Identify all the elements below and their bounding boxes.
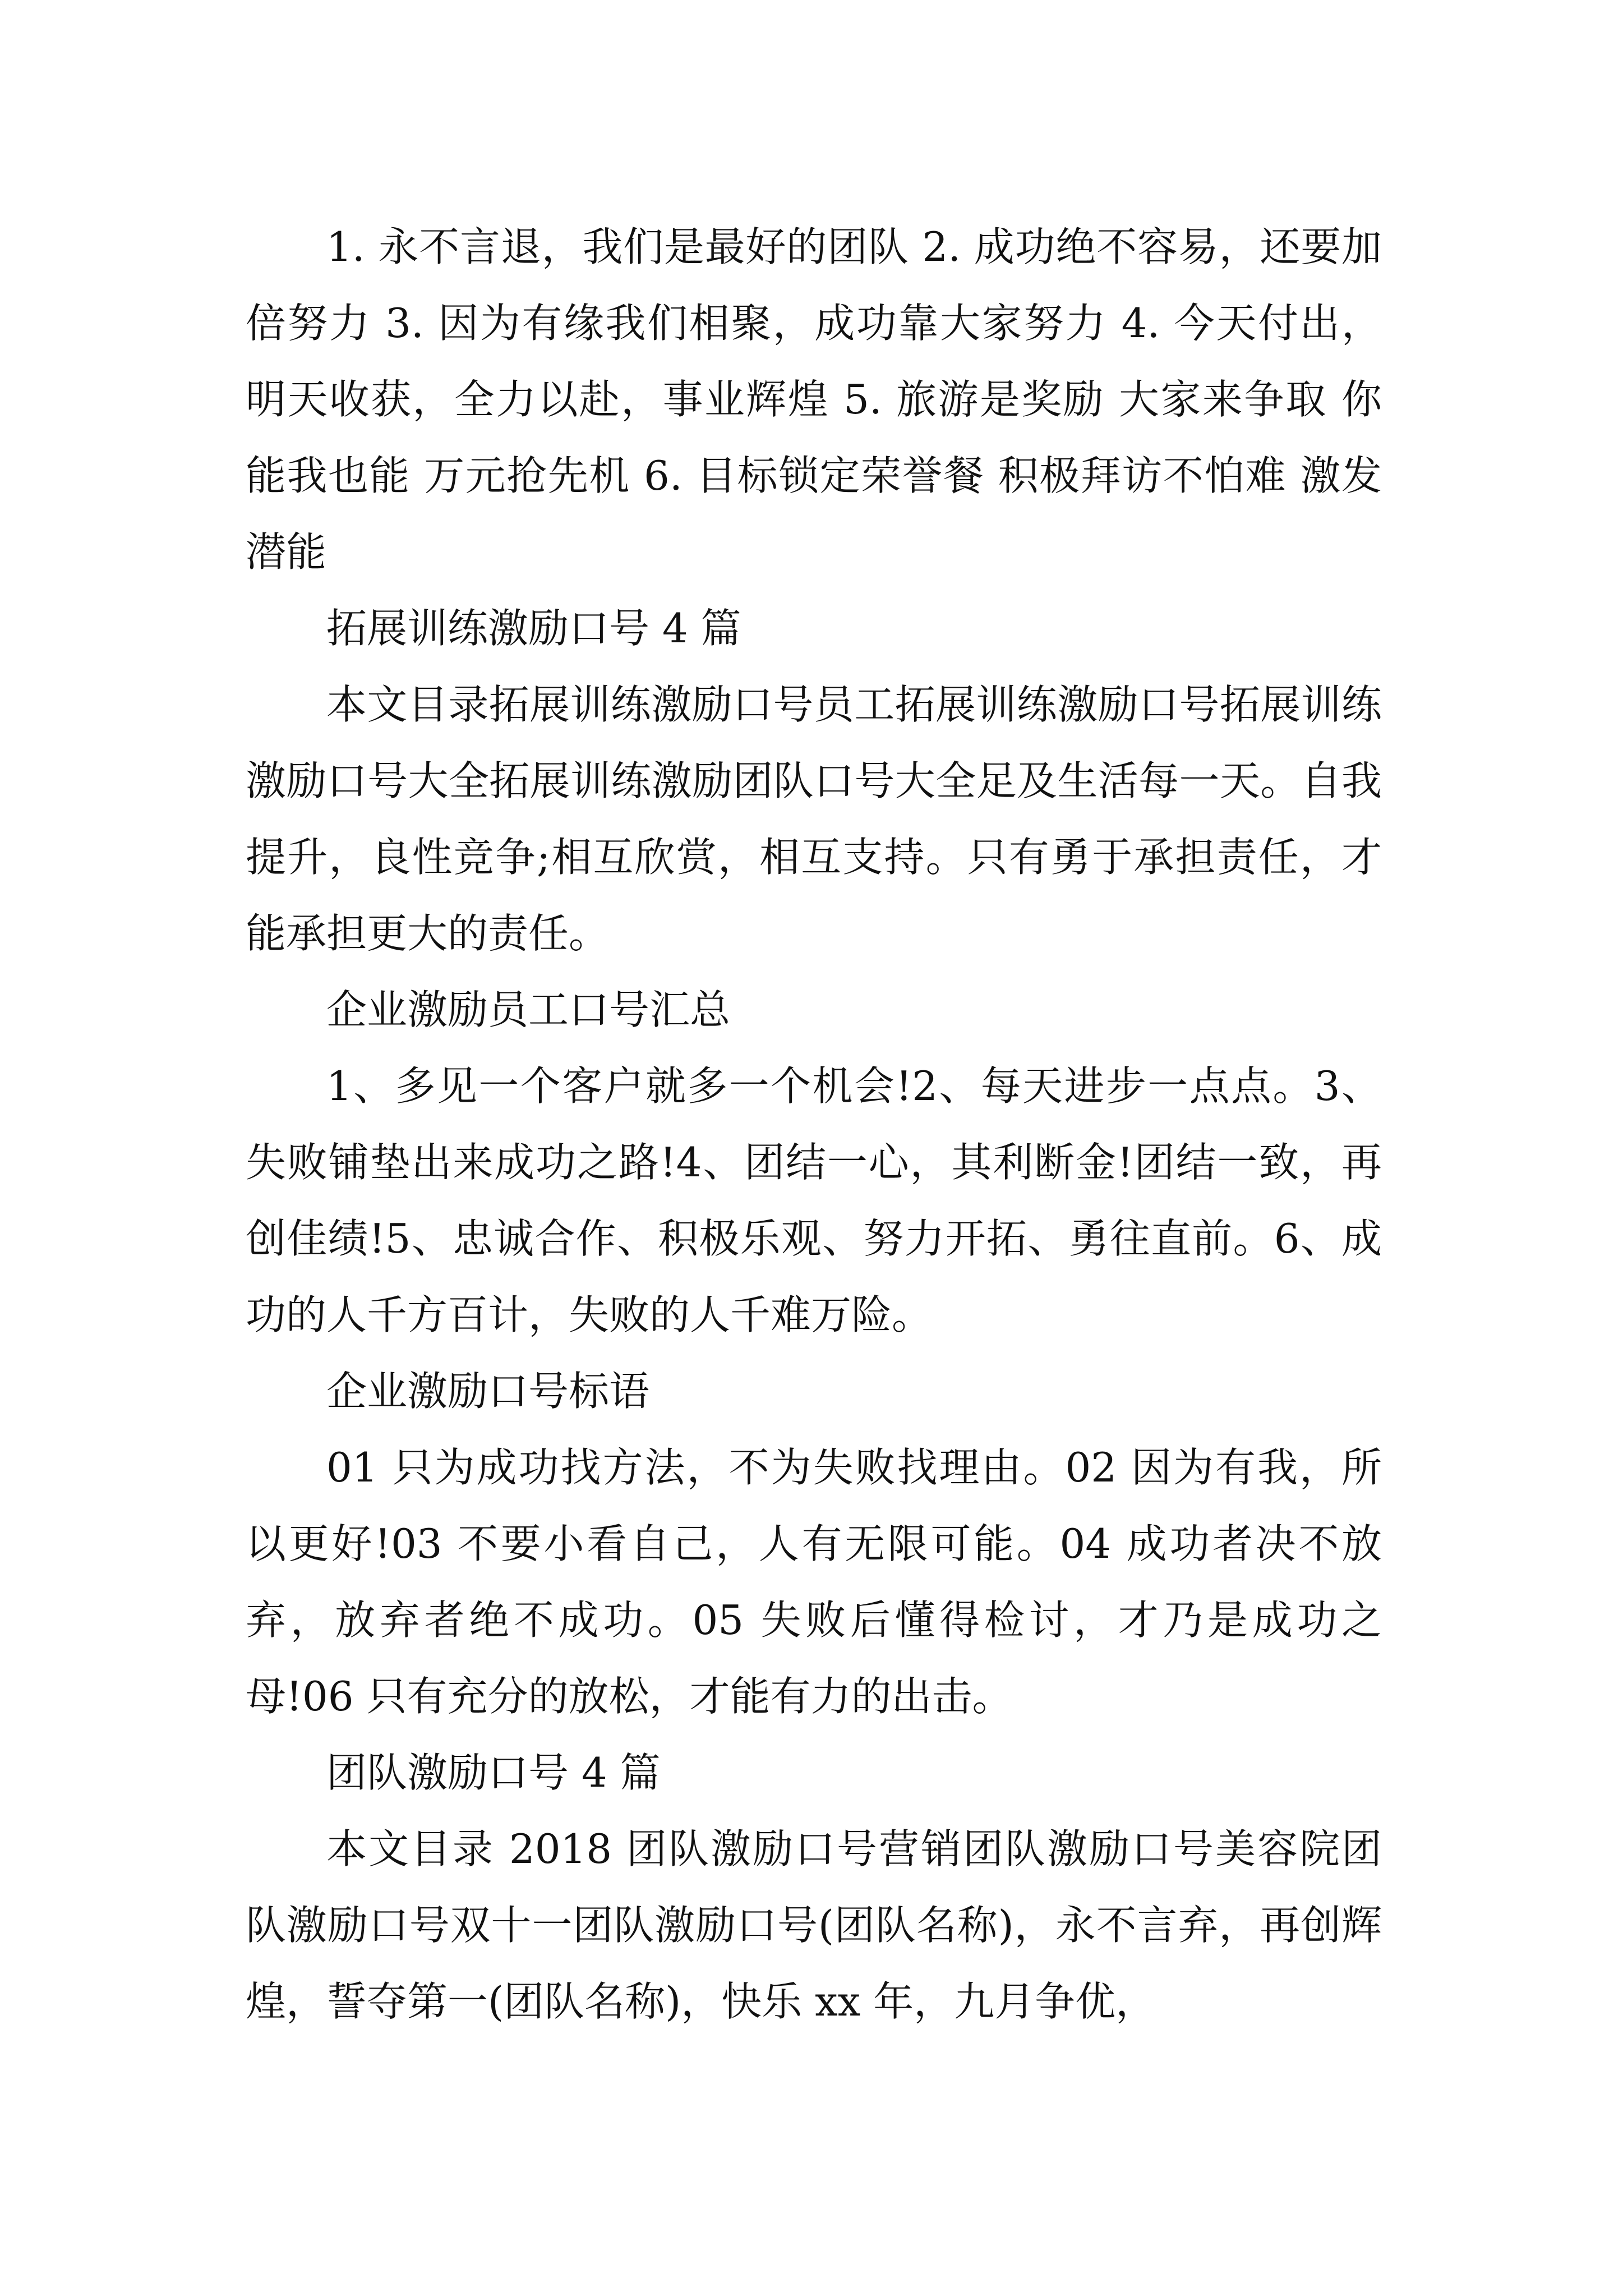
heading-expansion-training: 拓展训练激励口号 4 篇 (326, 605, 741, 652)
paragraph-employee-slogans: 1、多见一个客户就多一个机会!2、每天进步一点点。3、失败铺垫出来成功之路!4、团结一心，其利断金!团结一致，再创佳绩!5、忠诚合作、积极乐观、努力开拓、勇往直前。6、成功的人千方百计，失败的人千难万险。 (246, 1062, 1382, 1338)
paragraph-team-slogans: 本文目录 2018 团队激励口号营销团队激励口号美容院团队激励口号双十一团队激励口号(团队名称)，永不言弃，再创辉煌，誓夺第一(团队名称)，快乐 xx 年，九月争优， (246, 1825, 1382, 2025)
heading-enterprise-slogans: 企业激励口号标语 (326, 1368, 650, 1415)
paragraph-enterprise-slogans: 01 只为成功找方法，不为失败找理由。02 因为有我，所以更好!03 不要小看自己，人有无限可能。04 成功者决不放弃，放弃者绝不成功。05 失败后懂得检讨，才乃是成功之母!06 只有充分的放松，才能有力的出击。 (246, 1444, 1382, 1720)
paragraph-slogans-1-6: 1. 永不言退，我们是最好的团队 2. 成功绝不容易，还要加倍努力 3. 因为有缘我们相聚，成功靠大家努力 4. 今天付出，明天收获，全力以赴，事业辉煌 5. 旅游是奖励 大家来争取 你能我也能 万元抢先机 6. 目标锁定荣誉餐 积极拜访不怕难 激发潜能 (246, 223, 1382, 576)
heading-employee-slogans: 企业激励员工口号汇总 (326, 986, 731, 1033)
heading-team-slogans: 团队激励口号 4 篇 (326, 1749, 661, 1796)
document-page (246, 209, 1382, 2040)
paragraph-expansion-training: 本文目录拓展训练激励口号员工拓展训练激励口号拓展训练激励口号大全拓展训练激励团队口号大全足及生活每一天。自我提升，良性竞争;相互欣赏，相互支持。只有勇于承担责任，才能承担更大的责任。 (246, 681, 1382, 957)
